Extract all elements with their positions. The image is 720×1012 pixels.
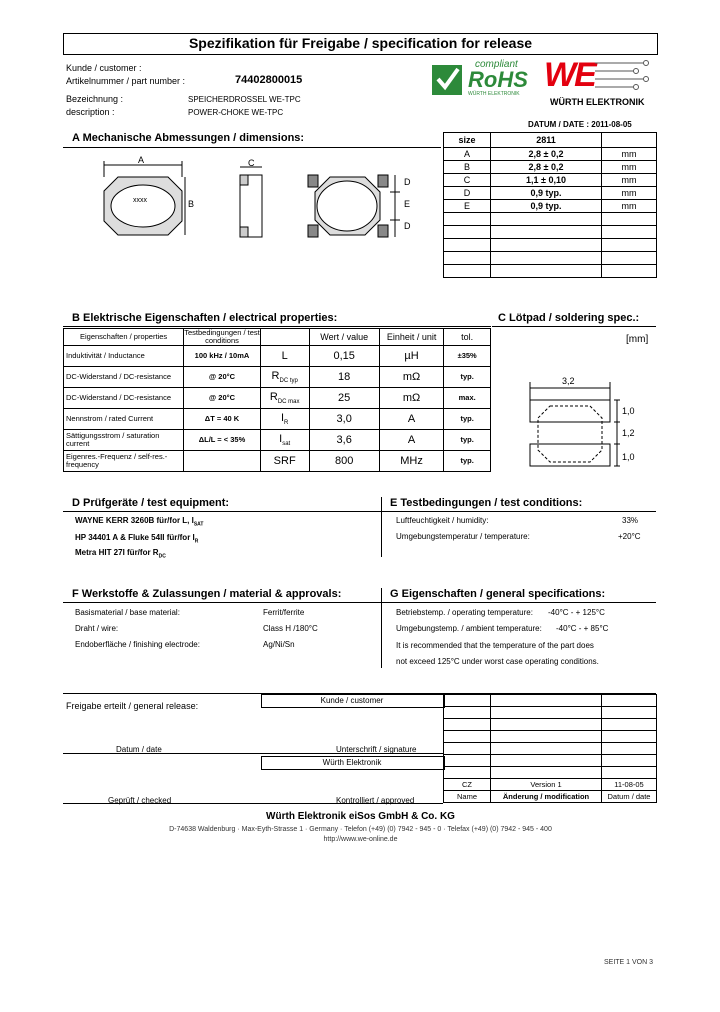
size-label: size	[444, 133, 491, 148]
pad-width: 3,2	[562, 376, 575, 386]
value: 25	[309, 388, 379, 409]
dim-row-id: B	[444, 161, 491, 174]
dim-row-value: 0,9 typ.	[491, 187, 602, 200]
pad-dim-1: 1,0	[622, 406, 635, 416]
tol: typ.	[444, 367, 491, 388]
unit: mΩ	[379, 388, 444, 409]
dim-row-id: D	[444, 187, 491, 200]
designation-label: Bezeichnung :	[66, 94, 124, 104]
humidity-label: Luftfeuchtigkeit / humidity:	[396, 516, 489, 525]
equipment-1: WAYNE KERR 3260B für/for L, $I_{SAT}$	[75, 516, 204, 528]
tol: max.	[444, 388, 491, 409]
sym: $I_{sat}$	[260, 430, 309, 451]
description-label: description :	[66, 107, 115, 117]
dim-d2: D	[404, 221, 411, 231]
dim-c: C	[248, 158, 255, 168]
value: 0,15	[309, 346, 379, 367]
pad-dim-3: 1,0	[622, 452, 635, 462]
sym: L	[260, 346, 309, 367]
dim-row-value: 2,8 ± 0,2	[491, 148, 602, 161]
rohs-sub: WÜRTH ELEKTRONIK	[468, 91, 520, 97]
col-conditions: Testbedingungen / test conditions	[184, 328, 260, 345]
footer-web[interactable]: http://www.we-online.de	[323, 836, 398, 843]
we-company: WÜRTH ELEKTRONIK	[550, 97, 645, 107]
customer-heading: Kunde / customer	[320, 696, 384, 705]
dimension-drawing	[90, 155, 430, 245]
dim-row-unit: mm	[602, 200, 657, 213]
col-unit: Einheit / unit	[379, 329, 444, 346]
rev-change-label: Änderung / modification	[491, 791, 602, 803]
section-d-title: D Prüfgeräte / test equipment:	[72, 497, 230, 509]
col-properties: Eigenschaften / properties	[64, 329, 184, 346]
designation: SPEICHERDROSSEL WE-TPC	[188, 95, 301, 104]
dimension-table	[443, 132, 657, 278]
unit: µH	[379, 346, 444, 367]
temperature-value: +20°C	[618, 532, 641, 541]
equipment-2: HP 34401 A & Fluke 54II für/for $I_R$	[75, 533, 199, 545]
dim-row-unit: mm	[602, 161, 657, 174]
size-value: 2811	[491, 133, 602, 148]
cond: ΔL/L = < 35%	[184, 430, 261, 451]
dim-d1: D	[404, 177, 411, 187]
tol: typ.	[444, 451, 491, 472]
col-value: Wert / value	[309, 329, 379, 346]
ambient-temp-value: -40°C - + 85°C	[556, 624, 609, 633]
prop: Sättigungsstrom / saturation current	[64, 430, 184, 451]
we-logo-text: WE	[544, 56, 595, 94]
date-field-label: Datum / date	[116, 745, 162, 754]
we-heading: Würth Elektronik	[322, 758, 382, 767]
value: 3,0	[309, 409, 379, 430]
description: POWER-CHOKE WE-TPC	[188, 108, 284, 117]
dim-row-id: A	[444, 148, 491, 161]
cond: 100 kHz / 10mA	[184, 346, 261, 367]
we-circuit-icon	[595, 57, 655, 93]
section-g-title: G Eigenschaften / general specifications:	[390, 588, 606, 600]
value: 18	[309, 367, 379, 388]
col-tol: tol.	[444, 329, 491, 346]
dim-row-unit: mm	[602, 148, 657, 161]
marking: xxxx	[133, 197, 147, 204]
signature-field-label: Unterschrift / signature	[336, 745, 417, 754]
sym: $R_{DC max}$	[260, 388, 309, 409]
soldering-unit: [mm]	[626, 334, 649, 345]
dim-row-unit: mm	[602, 187, 657, 200]
rohs-text: RoHS	[468, 67, 528, 92]
customer-label: Kunde / customer :	[66, 63, 142, 73]
section-c-title: C Lötpad / soldering spec.:	[498, 312, 640, 324]
equipment-3: Metra HIT 27I für/for $R_{DC}$	[75, 548, 166, 560]
rev-cz: CZ	[444, 779, 491, 791]
revision-table	[443, 694, 657, 803]
cond: @ 20°C	[184, 388, 261, 409]
prop: Induktivität / Inductance	[64, 346, 184, 367]
dim-row-value: 1,1 ± 0,10	[491, 174, 602, 187]
part-number: 74402800015	[235, 74, 303, 86]
humidity-value: 33%	[622, 516, 639, 525]
note-line-1: It is recommended that the temperature of the part does	[396, 641, 594, 650]
sym: $R_{DC typ}$	[260, 367, 309, 388]
electrical-table	[63, 328, 491, 472]
wire-value: Class H /180°C	[263, 624, 318, 633]
material-label: Basismaterial / base material:	[75, 608, 180, 617]
page-title: Spezifikation für Freigabe / specification for release	[188, 35, 533, 51]
approved-label: Kontrolliert / approved	[336, 796, 415, 805]
sym: $I_R$	[260, 409, 309, 430]
cond: ΔT = 40 K	[184, 409, 261, 430]
prop: DC-Widerstand / DC-resistance	[64, 388, 184, 409]
pad-drawing	[522, 376, 662, 476]
dim-row-value: 2,8 ± 0,2	[491, 161, 602, 174]
rev-name-label: Name	[444, 791, 491, 803]
tol: ±35%	[444, 346, 491, 367]
dim-e: E	[404, 199, 411, 209]
wire-label: Draht / wire:	[75, 624, 119, 633]
dim-row-id: E	[444, 200, 491, 213]
rev-version: Version 1	[491, 779, 602, 791]
dim-row-value: 0,9 typ.	[491, 200, 602, 213]
soldering-pad-drawing	[522, 376, 662, 476]
unit: A	[379, 409, 444, 430]
section-b-title: B Elektrische Eigenschaften / electrical properties:	[72, 312, 338, 324]
part-number-label: Artikelnummer / part number :	[66, 76, 186, 86]
footer-company: Würth Elektronik eiSos GmbH & Co. KG	[266, 811, 455, 822]
finish-label: Endoberfläche / finishing electrode:	[75, 640, 200, 649]
checked-label: Geprüft / checked	[108, 796, 172, 805]
value: 800	[309, 451, 379, 472]
page-number: SEITE 1 VON 3	[604, 959, 654, 966]
rev-date-label: Datum / date	[602, 791, 657, 803]
ambient-temp-label: Umgebungstemp. / ambient temperature:	[396, 624, 542, 633]
rohs-compliant: compliant	[475, 59, 518, 70]
tol: typ.	[444, 409, 491, 430]
date-label: DATUM / DATE : 2011-08-05	[528, 120, 632, 129]
unit: MHz	[379, 451, 444, 472]
operating-temp-label: Betriebstemp. / operating temperature:	[396, 608, 533, 617]
footer-address: D-74638 Waldenburg · Max-Eyth-Strasse 1 · Germany · Telefon (+49) (0) 7942 - 945 - 0 · Telefax (+49) (0) 7942 - 945 - 400	[169, 826, 552, 833]
value: 3,6	[309, 430, 379, 451]
section-f-title: F Werkstoffe & Zulassungen / material & approvals:	[72, 588, 342, 600]
operating-temp-value: -40°C - + 125°C	[548, 608, 605, 617]
prop: Nennstrom / rated Current	[64, 409, 184, 430]
cond	[184, 451, 261, 472]
release-label: Freigabe erteilt / general release:	[66, 701, 199, 711]
sym: SRF	[260, 451, 309, 472]
temperature-label: Umgebungstemperatur / temperature:	[396, 532, 530, 541]
pad-dim-2: 1,2	[622, 428, 635, 438]
dim-b: B	[188, 199, 195, 209]
rev-date: 11-08-05	[602, 779, 657, 791]
prop: DC-Widerstand / DC-resistance	[64, 367, 184, 388]
material-value: Ferrit/ferrite	[263, 608, 305, 617]
dim-row-unit: mm	[602, 174, 657, 187]
unit: mΩ	[379, 367, 444, 388]
section-a-title: A Mechanische Abmessungen / dimensions:	[72, 132, 305, 144]
rohs-logo	[430, 59, 538, 99]
tol: typ.	[444, 430, 491, 451]
section-e-title: E Testbedingungen / test conditions:	[390, 497, 583, 509]
finish-value: Ag/Ni/Sn	[263, 640, 295, 649]
cond: @ 20°C	[184, 367, 261, 388]
unit: A	[379, 430, 444, 451]
dim-row-id: C	[444, 174, 491, 187]
dim-a: A	[138, 155, 145, 165]
note-line-2: not exceed 125°C under worst case operating conditions.	[396, 657, 599, 666]
prop: Eigenres.-Frequenz / self-res.-frequency	[64, 451, 184, 472]
we-logo	[540, 57, 655, 107]
